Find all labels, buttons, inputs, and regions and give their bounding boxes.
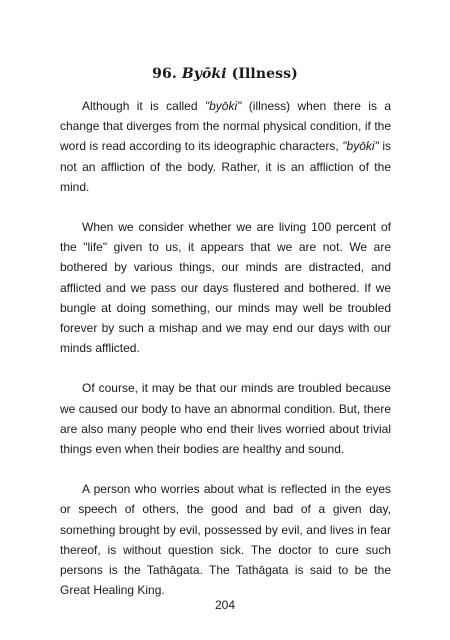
- section-gloss: (Illness): [231, 66, 298, 82]
- paragraph-2: When we consider whether we are living 100 percent of the "life" given to us, it appears that we are not. We are bothered by various things, our minds are distracted, and afflicted and we pass our days flustered and bothered. If we bungle at doing something, our minds may well be troubled forever by such a mishap and we may end our days with our minds afflicted.: [60, 220, 391, 356]
- paragraph-1-part-a: Although it is called: [82, 99, 205, 113]
- section-number: 96.: [152, 66, 177, 82]
- body-text: [60, 96, 391, 600]
- paragraph-4: A person who worries about what is reflected in the eyes or speech of others, the good and bad of a given day, something brought by evil, possessed by evil, and lives in fear thereof, is without question sick. The doctor to cure such persons is the Tathāgata. The Tathāgata is said to be the Great Healing King.: [60, 482, 391, 598]
- page-number: 204: [214, 598, 236, 612]
- paragraph-1-term-2: "byōki": [342, 139, 379, 154]
- paragraph-1-part-c: is not an affliction of the body. Rather, it is an affliction of the mind.: [60, 139, 391, 194]
- paragraph-1-term-1: "byōki": [204, 99, 242, 113]
- paragraph-3: Of course, it may be that our minds are troubled because we caused our body to have an abnormal condition. But, there are also many people who end their lives worried about trivial things even when their bodies are healthy and sound.: [60, 381, 391, 457]
- section-heading: [0, 66, 450, 82]
- paragraph-1-part-b: (illness) when there is a change that diverges from the normal physical condition, if the word is read according to its ideographic characters,: [60, 99, 391, 154]
- section-term: Byōki: [181, 66, 227, 82]
- paragraph-1: [60, 96, 391, 197]
